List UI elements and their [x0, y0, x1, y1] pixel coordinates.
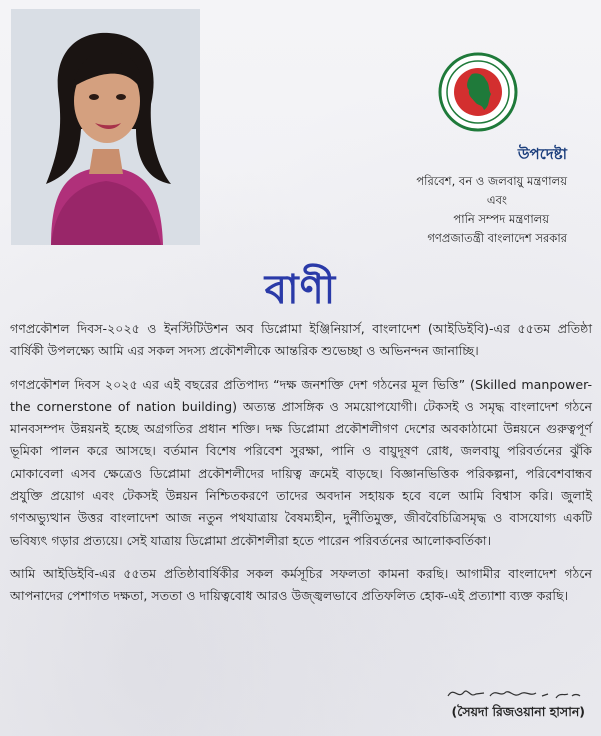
ministry-line-1: পরিবেশ, বন ও জলবায়ু মন্ত্রণালয় [416, 174, 567, 188]
portrait-photo [11, 9, 200, 245]
government-seal [438, 52, 518, 132]
government-line: গণপ্রজাতন্ত্রী বাংলাদেশ সরকার [427, 231, 567, 245]
message-paragraph-3: আমি আইডিইবি-এর ৫৫তম প্রতিষ্ঠাবার্ষিকীর সকল কর্মসূচির সফলতা কামনা করছি। আগামীর বাংলাদেশ গঠনে আপনাদের পেশাগত দক্ষতা, সততা ও দায়িত্ববোধ আরও উজ্জ্বলভাবে প্রতিফলিত হোক-এই প্রত্যাশা ব্যক্ত করছি। [10, 565, 592, 604]
portrait-illustration [11, 9, 200, 245]
handwritten-signature [444, 682, 584, 704]
message-paragraph-1: গণপ্রকৌশল দিবস-২০২৫ ও ইনস্টিটিউশন অব ডিপ্লোমা ইঞ্জিনিয়ার্স, বাংলাদেশ (আইডিইবি)-এর ৫৫তম প্রতিষ্ঠা বার্ষিকী উপলক্ষ্যে আমি এর সকল সদস্য প্রকৌশলীকে আন্তরিক শুভেচ্ছা ও অভিনন্দন জানাচ্ছি। [10, 321, 592, 359]
conjunction-line: এবং [486, 193, 507, 207]
message-body [10, 318, 592, 619]
designation-block [307, 143, 567, 248]
message-paragraph-2: গণপ্রকৌশল দিবস ২০২৫ এর এই বছরের প্রতিপাদ্য “দক্ষ জনশক্তি দেশ গঠনের মূল ভিত্তি” (Skilled manpower- the cornerstone of nation building) অত্যন্ত প্রাসঙ্গিক ও সময়োপযোগী। টেকসই ও সমৃদ্ধ বাংলাদেশ গঠনে মানবসম্পদ উন্নয়নই হচ্ছে অগ্রগতির প্রধান শক্তি। দক্ষ ডিপ্লোমা প্রকৌশলীগণ দেশের অবকাঠামো উন্নয়নে গুরুত্বপূর্ণ ভূমিকা পালন করে আসছে। বর্তমান বিশেষ পরিবেশ সুরক্ষা, পানি ও বায়ুদূষণ রোধ, জলবায়ু পরিবর্তনের ঝুঁকি মোকাবেলা এসব ক্ষেত্রেও ডিপ্লোমা প্রকৌশলীদের দায়িত্ব ক্রমেই বাড়ছে। বিজ্ঞানভিত্তিক পরিকল্পনা, পরিবেশবান্ধব প্রযুক্তি প্রয়োগ এবং টেকসই উন্নয়ন নিশ্চিতকরণে তাদের অবদান সহায়ক হবে বলে আমি বিশ্বাস করি। জুলাই গণঅভ্যুত্থান উত্তর বাংলাদেশ আজ নতুন পথযাত্রায় বৈষম্যহীন, দুর্নীতিমুক্ত, জীববৈচিত্রিসমৃদ্ধ ও বাসযোগ্য একটি ভবিষ্যৎ গড়ার প্রত্যয়ে। সেই যাত্রায় ডিপ্লোমা প্রকৌশলীরা হতে পারেন পরিবর্তনের আলোকবর্তিকা। [10, 376, 592, 548]
ministry-line-2: পানি সম্পদ মন্ত্রণালয় [453, 212, 549, 226]
government-seal-icon [438, 52, 518, 132]
designation-title: উপদেষ্টা [517, 145, 567, 163]
signature-icon [444, 682, 584, 704]
message-heading: বাণী [264, 267, 337, 313]
signer-name: (সৈয়দা রিজওয়ানা হাসান) [451, 704, 585, 719]
